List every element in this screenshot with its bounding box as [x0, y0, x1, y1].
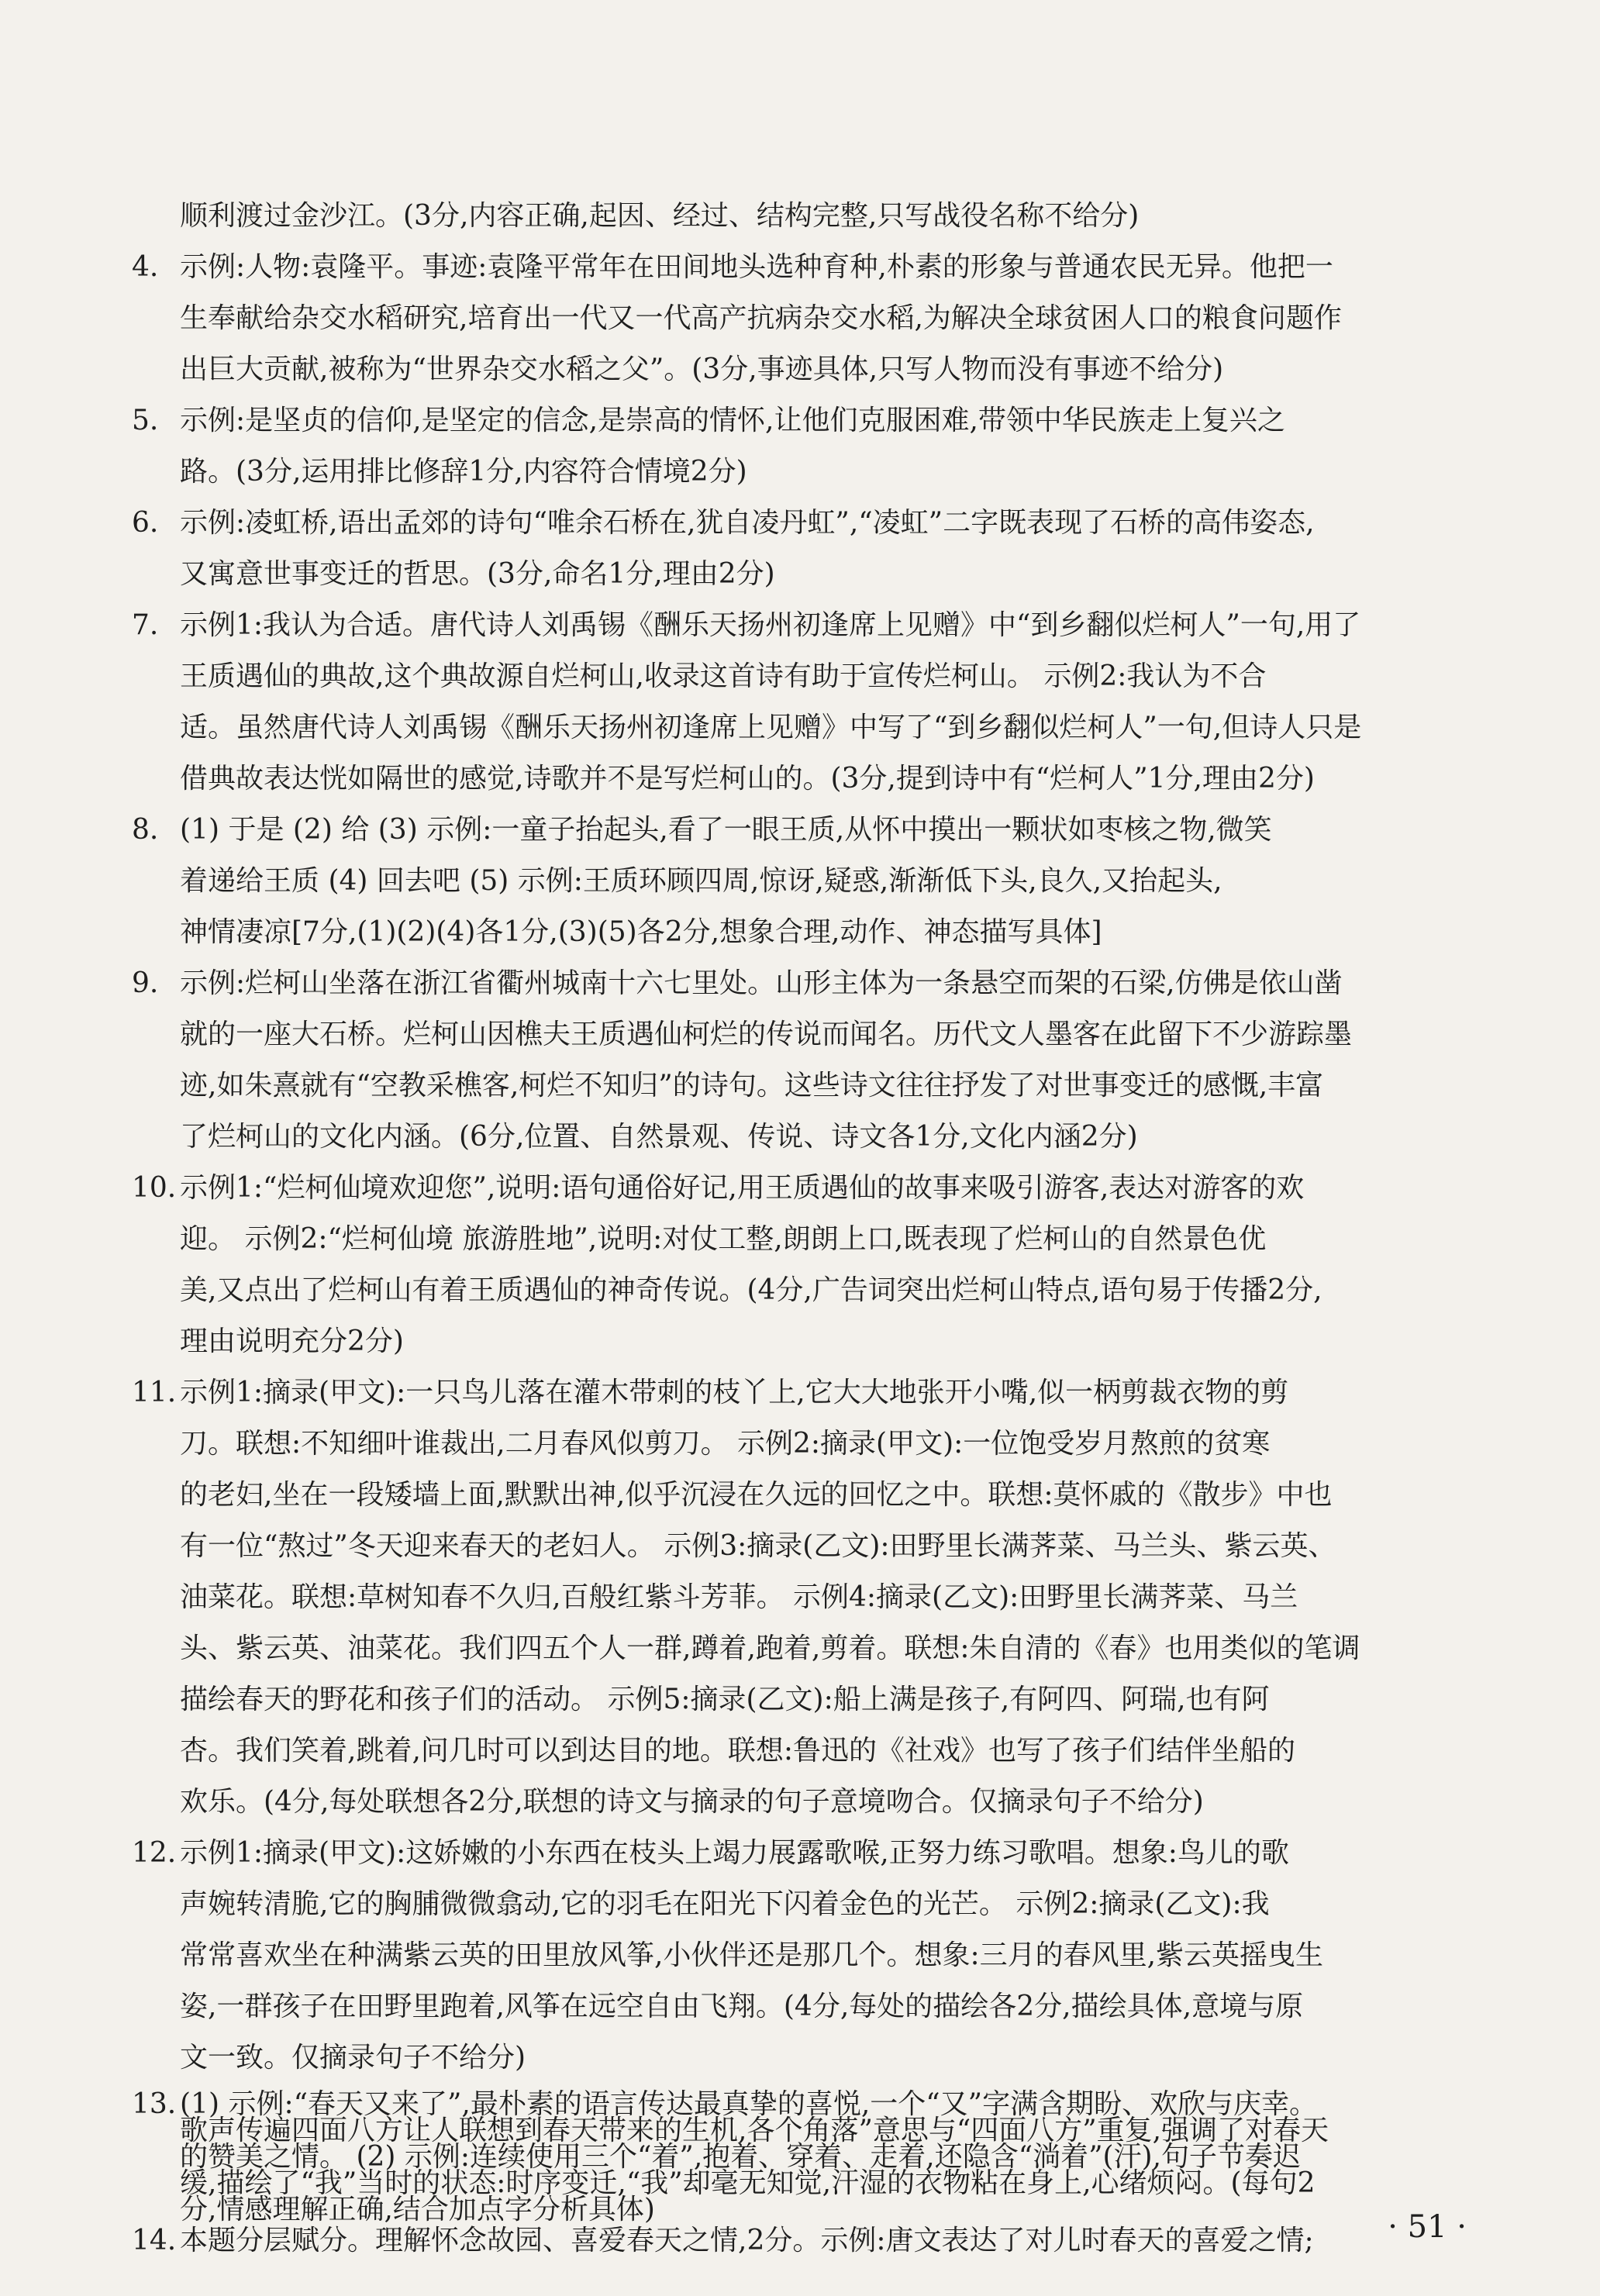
answer-line: 描绘春天的野花和孩子们的活动。 示例5:摘录(乙文):船上满是孩子,有阿四、阿瑞,也有阿	[180, 1684, 1270, 1715]
question-number: 8.	[132, 814, 159, 846]
answer-line: 顺利渡过金沙江。(3分,内容正确,起因、经过、结构完整,只写战役名称不给分)	[180, 200, 1140, 232]
answer-line: 头、紫云英、油菜花。我们四五个人一群,蹲着,跑着,剪着。联想:朱自清的《春》也用类似的笔调	[180, 1632, 1360, 1664]
question-number: 7.	[132, 609, 159, 641]
answer-line: 理由说明充分2分)	[180, 1326, 404, 1357]
answer-line: 生奉献给杂交水稻研究,培育出一代又一代高产抗病杂交水稻,为解决全球贫困人口的粮食问题作	[180, 302, 1342, 334]
answer-line: 文一致。仅摘录句子不给分)	[180, 2042, 526, 2074]
answer-line: 又寓意世事变迁的哲思。(3分,命名1分,理由2分)	[180, 558, 775, 590]
question-number: 13.	[132, 2088, 177, 2120]
answer-line: 借典故表达恍如隔世的感觉,诗歌并不是写烂柯山的。(3分,提到诗中有“烂柯人”1分,理由2分)	[180, 763, 1315, 795]
answer-line: 示例:人物:袁隆平。事迹:袁隆平常年在田间地头选种育种,朴素的形象与普通农民无异。他把一	[180, 251, 1333, 283]
question-number: 6.	[132, 507, 159, 539]
answer-line: 迎。 示例2:“烂柯仙境 旅游胜地”,说明:对仗工整,朗朗上口,既表现了烂柯山的自然景色优	[180, 1223, 1267, 1255]
answer-line: 着递给王质 (4) 回去吧 (5) 示例:王质环顾四周,惊讶,疑惑,渐渐低下头,良久,又抬起头,	[180, 865, 1222, 897]
question-number: 14.	[132, 2225, 177, 2256]
answer-line: 油菜花。联想:草树知春不久归,百般红紫斗芳菲。 示例4:摘录(乙文):田野里长满荠菜、马兰	[180, 1581, 1298, 1613]
answer-line: 示例1:“烂柯仙境欢迎您”,说明:语句通俗好记,用王质遇仙的故事来吸引游客,表达对游客的欢	[180, 1172, 1305, 1204]
answer-line: 示例:烂柯山坐落在浙江省衢州城南十六七里处。山形主体为一条悬空而架的石梁,仿佛是依山凿	[180, 967, 1343, 999]
answer-line: 歌声传遍四面八方让人联想到春天带来的生机,各个角落”意思与“四面八方”重复,强调了对春天	[180, 2115, 1329, 2146]
answer-line: 姿,一群孩子在田野里跑着,风筝在远空自由飞翔。(4分,每处的描绘各2分,描绘具体,意境与原	[180, 1991, 1304, 2022]
answer-line: 本题分层赋分。理解怀念故园、喜爱春天之情,2分。示例:唐文表达了对儿时春天的喜爱之情;	[180, 2225, 1314, 2256]
answer-line: 杏。我们笑着,跳着,问几时可以到达目的地。联想:鲁迅的《社戏》也写了孩子们结伴坐船的	[180, 1735, 1296, 1767]
answer-line: 路。(3分,运用排比修辞1分,内容符合情境2分)	[180, 456, 747, 488]
answer-line: 王质遇仙的典故,这个典故源自烂柯山,收录这首诗有助于宣传烂柯山。 示例2:我认为不合	[180, 660, 1267, 692]
answer-line: (1) 于是 (2) 给 (3) 示例:一童子抬起头,看了一眼王质,从怀中摸出一颗状如枣核之物,微笑	[180, 814, 1272, 846]
answer-line: 适。虽然唐代诗人刘禹锡《酬乐天扬州初逢席上见赠》中写了“到乡翻似烂柯人”一句,但诗人只是	[180, 712, 1362, 743]
answer-line: 了烂柯山的文化内涵。(6分,位置、自然景观、传说、诗文各1分,文化内涵2分)	[180, 1121, 1138, 1153]
answer-line: 声婉转清脆,它的胸脯微微翕动,它的羽毛在阳光下闪着金色的光芒。 示例2:摘录(乙文):我	[180, 1888, 1270, 1920]
page-number: · 51 ·	[1388, 2209, 1467, 2245]
answer-line: 欢乐。(4分,每处联想各2分,联想的诗文与摘录的句子意境吻合。仅摘录句子不给分)	[180, 1786, 1204, 1818]
answer-line: 神情凄凉[7分,(1)(2)(4)各1分,(3)(5)各2分,想象合理,动作、神态描写具体]	[180, 916, 1102, 948]
answer-line: 的老妇,坐在一段矮墙上面,默默出神,似乎沉浸在久远的回忆之中。联想:莫怀戚的《散步》中也	[180, 1479, 1333, 1511]
answer-line: (1) 示例:“春天又来了”,最朴素的语言传达最真挚的喜悦,一个“又”字满含期盼、欢欣与庆幸。	[180, 2088, 1318, 2120]
question-number: 10.	[132, 1172, 177, 1204]
question-number: 5.	[132, 405, 159, 436]
answer-line: 示例1:摘录(甲文):这娇嫩的小东西在枝头上竭力展露歌喉,正努力练习歌唱。想象:鸟儿的歌	[180, 1837, 1289, 1869]
answer-line: 刀。联想:不知细叶谁裁出,二月春风似剪刀。 示例2:摘录(甲文):一位饱受岁月熬煎的贫寒	[180, 1428, 1271, 1460]
answer-line: 示例1:我认为合适。唐代诗人刘禹锡《酬乐天扬州初逢席上见赠》中“到乡翻似烂柯人”一句,用了	[180, 609, 1361, 641]
answer-line: 迹,如朱熹就有“空教采樵客,柯烂不知归”的诗句。这些诗文往往抒发了对世事变迁的感慨,丰富	[180, 1070, 1324, 1101]
answer-line: 的赞美之情。 (2) 示例:连续使用三个“着”,抱着、穿着、走着,还隐含“淌着”(汗),句子节奏迟	[180, 2141, 1302, 2173]
answer-line: 常常喜欢坐在种满紫云英的田里放风筝,小伙伴还是那几个。想象:三月的春风里,紫云英摇曳生	[180, 1939, 1324, 1971]
answer-line: 出巨大贡献,被称为“世界杂交水稻之父”。(3分,事迹具体,只写人物而没有事迹不给分)	[180, 353, 1224, 385]
answer-line: 美,又点出了烂柯山有着王质遇仙的神奇传说。(4分,广告词突出烂柯山特点,语句易于传播2分,	[180, 1274, 1322, 1306]
question-number: 9.	[132, 967, 159, 999]
answer-line: 就的一座大石桥。烂柯山因樵夫王质遇仙柯烂的传说而闻名。历代文人墨客在此留下不少游踪墨	[180, 1019, 1353, 1050]
question-number: 4.	[132, 251, 159, 283]
question-number: 11.	[132, 1377, 177, 1408]
answer-line: 分,情感理解正确,结合加点字分析具体)	[180, 2194, 655, 2225]
answer-line: 有一位“熬过”冬天迎来春天的老妇人。 示例3:摘录(乙文):田野里长满荠菜、马兰头、紫云英、	[180, 1530, 1336, 1562]
answer-line: 示例:是坚贞的信仰,是坚定的信念,是崇高的情怀,让他们克服困难,带领中华民族走上复兴之	[180, 405, 1285, 436]
question-number: 12.	[132, 1837, 177, 1869]
answer-line: 缓,描绘了“我”当时的状态:时序变迁,“我”却毫无知觉,汗湿的衣物粘在身上,心绪烦闷。(每句2	[180, 2167, 1316, 2199]
answer-line: 示例:凌虹桥,语出孟郊的诗句“唯余石桥在,犹自凌丹虹”,“凌虹”二字既表现了石桥的高伟姿态,	[180, 507, 1315, 539]
answer-line: 示例1:摘录(甲文):一只鸟儿落在灌木带刺的枝丫上,它大大地张开小嘴,似一柄剪裁衣物的剪	[180, 1377, 1289, 1408]
